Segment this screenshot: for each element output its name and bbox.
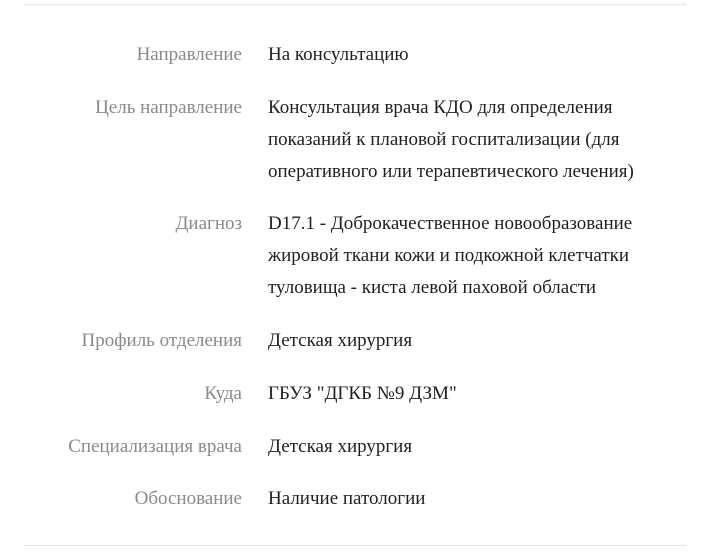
purpose-value-line: показаний к плановой госпитализации (для — [268, 129, 620, 150]
diagnosis-value-line: жировой ткани кожи и подкожной клетчатки — [268, 245, 630, 266]
destination-label: Куда — [204, 383, 242, 404]
purpose-value-line: оперативного или терапевтического лечения) — [268, 161, 634, 182]
doctor-specialization-label: Специализация врача — [68, 436, 242, 457]
department-profile-label: Профиль отделения — [81, 330, 242, 351]
department-profile-value: Детская хирургия — [268, 330, 413, 351]
diagnosis-label: Диагноз — [175, 213, 242, 234]
direction-label: Направление — [136, 44, 242, 65]
justification-value: Наличие патологии — [268, 488, 426, 509]
justification-label: Обоснование — [134, 488, 242, 509]
doctor-specialization-value: Детская хирургия — [268, 436, 413, 457]
purpose-label: Цель направление — [95, 97, 242, 118]
diagnosis-value-line: D17.1 - Доброкачественное новообразование — [268, 213, 633, 234]
direction-value: На консультацию — [268, 44, 409, 65]
diagnosis-value-line: туловища - киста левой паховой области — [268, 277, 597, 298]
top-divider — [24, 4, 686, 5]
purpose-value-line: Консультация врача КДО для определения — [268, 97, 613, 118]
diagnosis-value — [268, 208, 688, 304]
destination-value: ГБУЗ "ДГКБ №9 ДЗМ" — [268, 383, 457, 404]
bottom-divider — [24, 545, 686, 546]
purpose-value — [268, 92, 688, 188]
